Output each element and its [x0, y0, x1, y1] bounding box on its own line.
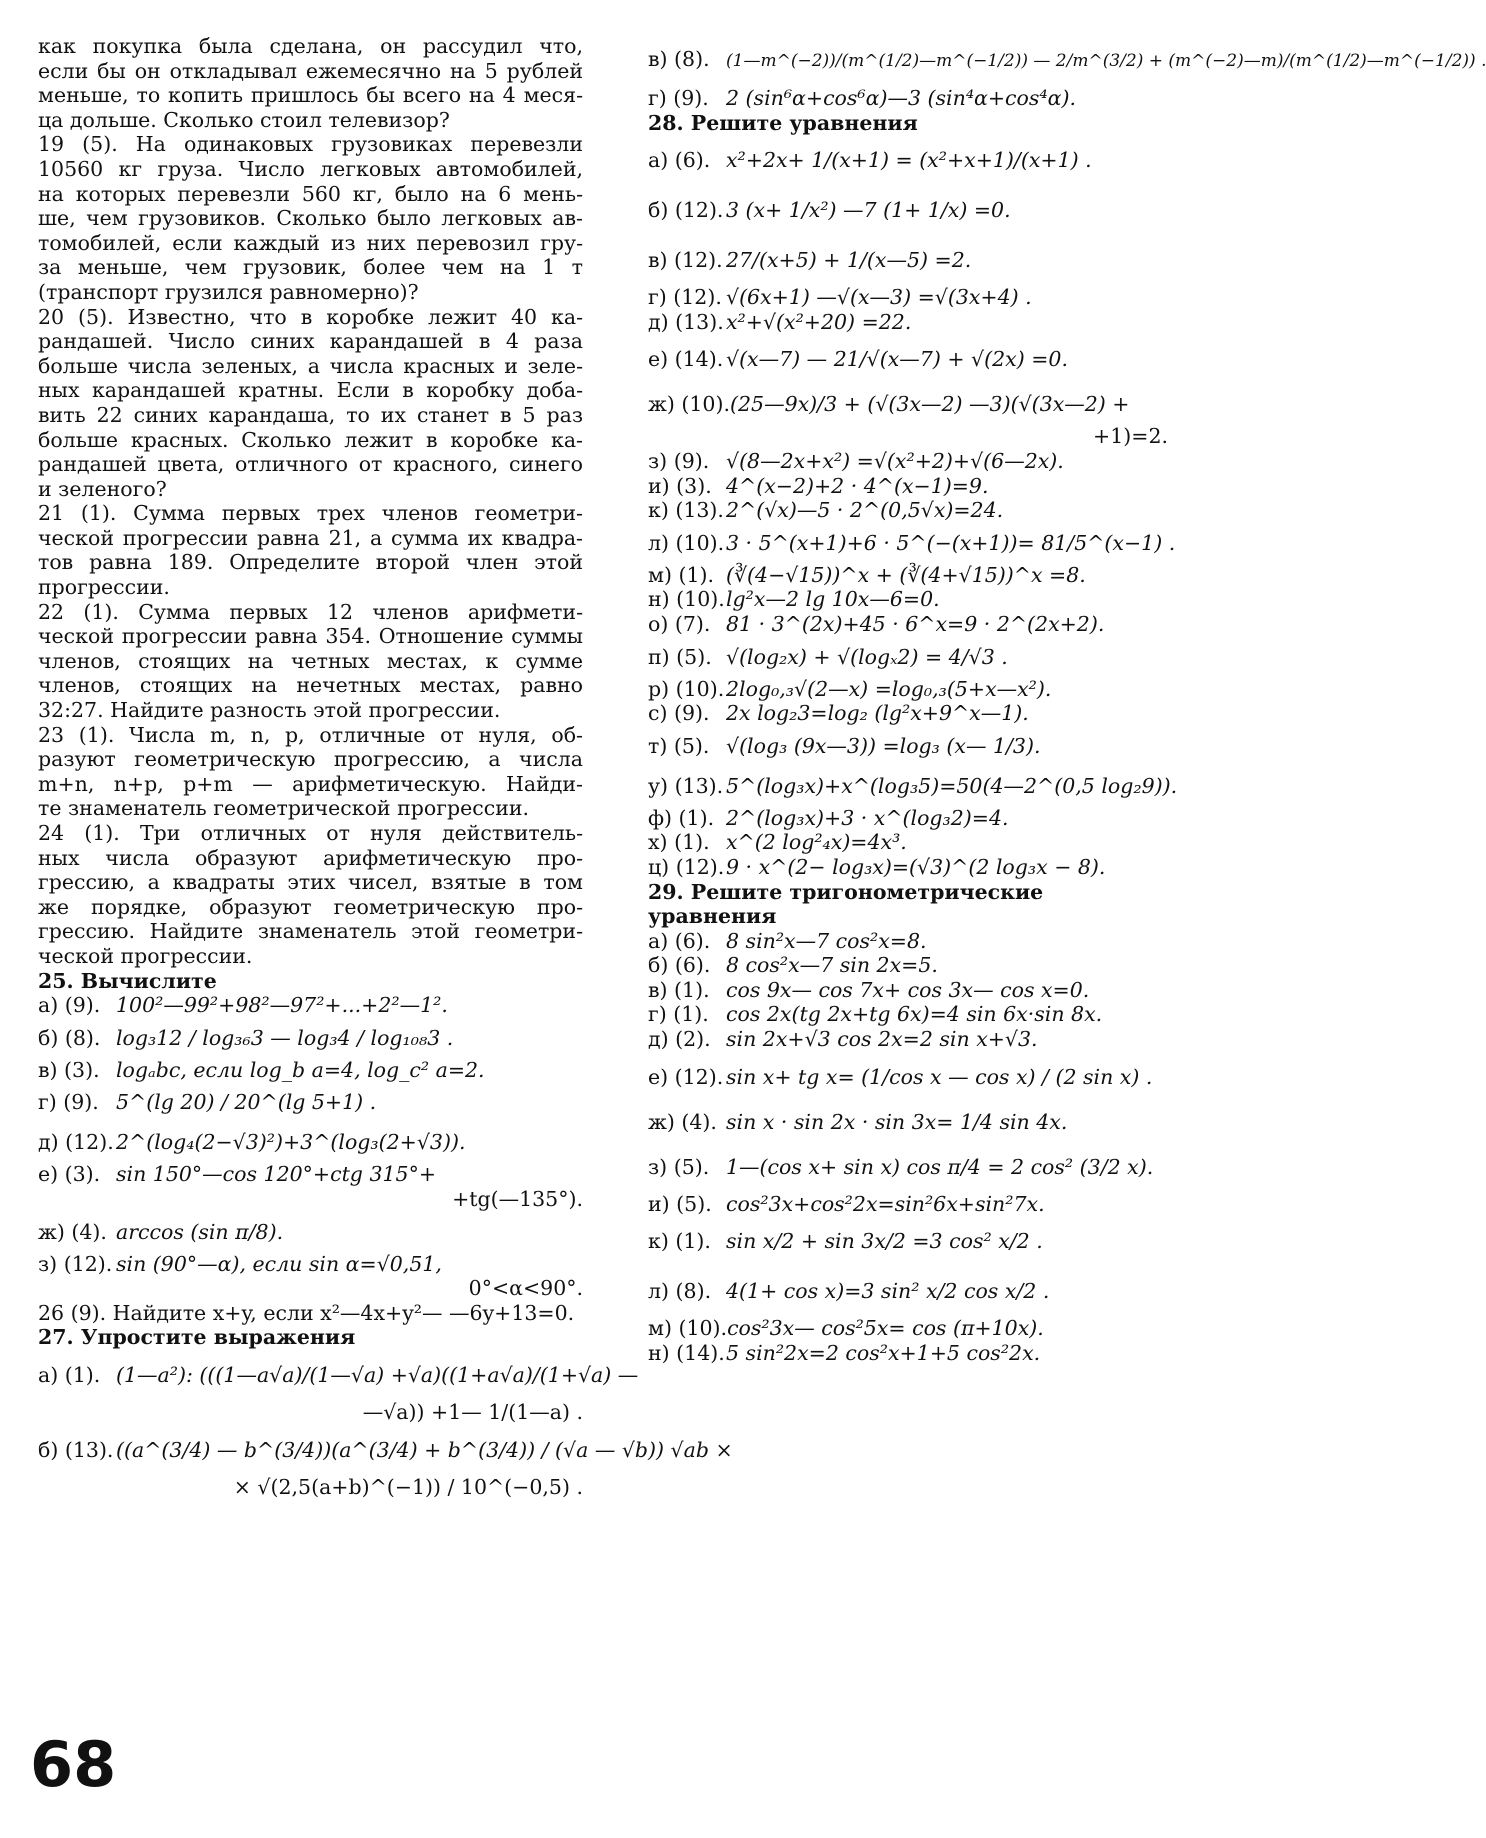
exercise-item	[648, 1102, 1168, 1142]
exercise-item	[648, 701, 1168, 726]
exercise-item	[648, 612, 1168, 637]
problem-19	[38, 132, 583, 304]
item-label: з) (12).	[38, 1251, 113, 1276]
item-label: в) (1).	[648, 977, 710, 1002]
item-expression: x²+√(x²+20) =22.	[726, 309, 912, 334]
item-expression: 2^(log₃x)+3 · x^(log₃2)=4.	[726, 805, 1009, 830]
exercise-item	[648, 235, 1168, 285]
item-label: б) (6).	[648, 953, 711, 978]
item-continuation: +1)=2.	[1093, 424, 1168, 449]
item-label: р) (10).	[648, 676, 725, 701]
item-expression: sin 2x+√3 cos 2x=2 sin x+√3.	[726, 1027, 1038, 1052]
item-label: д) (2).	[648, 1027, 711, 1052]
text-line: как покупка была сделана, он рассудил что,	[38, 34, 583, 58]
item-label: а) (6).	[648, 928, 711, 953]
text-line: томобилей, если каждый из них перевозил гру-	[38, 230, 583, 255]
text-line: вить 22 синих карандаша, то их станет в 5 раз	[38, 402, 583, 427]
item-label: т) (5).	[648, 733, 710, 758]
item-expression: 8 sin²x—7 cos²x=8.	[726, 928, 927, 953]
exercise-item	[38, 1082, 583, 1122]
exercise-item	[648, 384, 1168, 424]
item-expression: sin x+ tg x= (1/cos x — cos x) / (2 sin x) .	[726, 1064, 1153, 1089]
item-expression: cos²3x— cos²5x= cos (π+10x).	[727, 1316, 1044, 1341]
item-label: е) (14).	[648, 347, 724, 372]
item-expression: 9 · x^(2− log₃x)=(√3)^(2 log₃x − 8).	[726, 854, 1106, 879]
item-label: н) (14).	[648, 1340, 725, 1365]
exercise-item	[648, 1027, 1168, 1052]
text-line: m+n, n+p, p+m — арифметическую. Найди-	[38, 771, 583, 796]
item-label: г) (9).	[648, 86, 709, 110]
item-label: л) (8).	[648, 1279, 712, 1304]
text-line: членов, стоящих на нечетных местах, равно	[38, 673, 583, 698]
exercise-item	[648, 474, 1168, 499]
exercise-item	[648, 185, 1168, 235]
exercise-item	[38, 1350, 639, 1400]
exercise-item	[648, 637, 1168, 677]
exercise-item	[38, 993, 583, 1018]
text-line: ческой прогрессии равна 354. Отношение суммы	[38, 624, 583, 649]
item-label: а) (1).	[38, 1362, 101, 1387]
item-expression: 3 · 5^(x+1)+6 · 5^(−(x+1))= 81/5^(x−1) .	[726, 530, 1176, 555]
text-line: ше, чем грузовиков. Сколько было легковых ав-	[38, 206, 583, 231]
item-label: г) (9).	[38, 1090, 99, 1115]
text-line: 19 (5). На одинаковых грузовиках перевезли	[38, 132, 583, 157]
item-label: б) (12).	[648, 198, 724, 223]
item-label: с) (9).	[648, 701, 710, 726]
item-label: з) (5).	[648, 1154, 710, 1179]
item-expression: lg²x—2 lg 10x—6=0.	[726, 587, 940, 612]
text-line: 10560 кг груза. Число легковых автомобилей,	[38, 156, 583, 181]
text-line: (транспорт грузился равномерно)?	[38, 279, 419, 304]
item-label: з) (9).	[648, 448, 710, 473]
text-line: 23 (1). Числа m, n, p, отличные от нуля, об-	[38, 722, 583, 747]
exercise-item	[648, 135, 1168, 185]
item-label: п) (5).	[648, 644, 712, 669]
problem-21	[38, 501, 583, 599]
item-expression: 5^(log₃x)+x^(log₃5)=50(4—2^(0,5 log₂9)).	[726, 773, 1178, 798]
item-label: б) (13).	[38, 1437, 114, 1462]
problem-27-continued	[648, 34, 1486, 111]
text-line: за меньше, чем грузовик, более чем на 1 т	[38, 255, 583, 280]
text-line: ных числа образуют арифметическую про-	[38, 845, 583, 870]
item-expression: x²+2x+ 1/(x+1) = (x²+x+1)/(x+1) .	[726, 148, 1092, 173]
text-line: 21 (1). Сумма первых трех членов геометри-	[38, 501, 583, 526]
item-continuation: 0°<α<90°.	[468, 1276, 583, 1301]
text-line: разуют геометрическую прогрессию, а числа	[38, 747, 583, 772]
text-line: ца дольше. Сколько стоил телевизор?	[38, 107, 450, 132]
exercise-item	[38, 1212, 583, 1252]
item-continuation: —√a)) +1— 1/(1—a) .	[362, 1399, 583, 1424]
item-label: е) (12).	[648, 1064, 724, 1089]
exercise-item	[648, 334, 1168, 384]
problem-27-heading: 27. Упростите выражения	[38, 1325, 356, 1350]
item-expression: 3 (x+ 1/x²) —7 (1+ 1/x) =0.	[726, 198, 1011, 223]
item-label: ж) (4).	[38, 1219, 107, 1244]
problem-24	[38, 821, 583, 969]
exercise-item	[38, 1162, 583, 1187]
exercise-item	[648, 1192, 1168, 1217]
text-line: ческой прогрессии.	[38, 943, 253, 968]
item-label: д) (13).	[648, 309, 724, 334]
text-line: те знаменатель геометрической прогрессии.	[38, 796, 530, 821]
item-expression: 100²—99²+98²—97²+...+2²—1².	[116, 993, 448, 1018]
item-label: м) (1).	[648, 562, 715, 587]
exercise-item	[648, 587, 1168, 612]
problem-25-heading: 25. Вычислите	[38, 968, 217, 993]
text-line: если бы он откладывал ежемесячно на 5 рублей	[38, 58, 583, 83]
text-line: членов, стоящих на четных местах, к сумме	[38, 648, 583, 673]
exercise-item	[648, 285, 1168, 310]
item-label: л) (10).	[648, 530, 725, 555]
exercise-item	[648, 806, 1168, 831]
exercise-item	[648, 34, 1486, 86]
item-expression: x^(2 log²₄x)=4x³.	[726, 830, 907, 855]
exercise-item	[648, 1002, 1168, 1027]
text-line: 24 (1). Три отличных от нуля действитель-	[38, 821, 583, 845]
item-label: и) (5).	[648, 1191, 712, 1216]
text-line: грессию. Найдите знаменатель этой геометри-	[38, 919, 583, 944]
item-label: в) (12).	[648, 248, 723, 273]
item-label: ф) (1).	[648, 805, 715, 830]
exercise-item	[648, 1142, 1168, 1192]
problem-20	[38, 305, 583, 502]
exercise-item	[648, 523, 1176, 563]
text-line: меньше, то копить пришлось бы всего на 4 меся-	[38, 83, 583, 108]
text-line: 22 (1). Сумма первых 12 членов арифмети-	[38, 599, 583, 624]
item-label: д) (12).	[38, 1130, 114, 1155]
item-label: м) (10).	[648, 1316, 728, 1341]
text-line: прогрессии.	[38, 575, 170, 600]
item-label: г) (1).	[648, 1002, 709, 1027]
item-expression: 81 · 3^(2x)+45 · 6^x=9 · 2^(2x+2).	[726, 611, 1105, 636]
item-expression: 2^(√x)—5 · 2^(0,5√x)=24.	[726, 498, 1004, 523]
problem-29-items	[648, 929, 1168, 1366]
exercise-item	[648, 498, 1168, 523]
exercise-item	[648, 953, 1168, 978]
item-label: е) (3).	[38, 1162, 101, 1187]
item-expression: 5^(lg 20) / 20^(lg 5+1) .	[116, 1090, 377, 1115]
item-expression: √(x—7) — 21/√(x—7) + √(2x) =0.	[726, 347, 1068, 372]
item-label: в) (8).	[648, 47, 710, 71]
item-continuation: +tg(—135°).	[452, 1186, 583, 1211]
item-label: н) (10).	[648, 587, 725, 612]
text-line: на которых перевезли 560 кг, было на 6 мень-	[38, 181, 583, 206]
text-line: 32:27. Найдите разность этой прогрессии.	[38, 698, 501, 723]
exercise-item	[38, 1425, 733, 1475]
item-expression: sin x/2 + sin 3x/2 =3 cos² x/2 .	[726, 1229, 1043, 1254]
problem-23	[38, 723, 583, 821]
text-line: тов равна 189. Определите второй член этой	[38, 550, 583, 575]
item-expression: 5 sin²2x=2 cos²x+1+5 cos²2x.	[726, 1340, 1041, 1365]
problem-28-items	[648, 135, 1178, 879]
exercise-item	[648, 563, 1168, 588]
item-expression: 4^(x−2)+2 · 4^(x−1)=9.	[726, 473, 989, 498]
item-label: б) (8).	[38, 1025, 101, 1050]
text-line: ческой прогрессии равна 21, а сумма их квадра-	[38, 525, 583, 550]
item-expression: cos 2x(tg 2x+tg 6x)=4 sin 6x·sin 8x.	[726, 1002, 1103, 1027]
item-label: г) (12).	[648, 285, 722, 310]
item-label: к) (13).	[648, 498, 724, 523]
text-line: больше красных. Сколько лежит в коробке ка-	[38, 427, 583, 452]
exercise-item	[38, 1018, 583, 1058]
item-expression: √(8—2x+x²) =√(x²+2)+√(6—2x).	[726, 448, 1064, 473]
exercise-item	[648, 929, 1168, 954]
exercise-item	[38, 1122, 583, 1162]
item-expression: 27/(x+5) + 1/(x—5) =2.	[726, 248, 972, 273]
item-expression: 2 (sin⁶α+cos⁶α)—3 (sin⁴α+cos⁴α).	[726, 86, 1076, 110]
exercise-item	[648, 855, 1168, 880]
item-expression: 2log₀,₃√(2—x) =log₀,₃(5+x—x²).	[726, 676, 1052, 701]
item-label: ц) (12).	[648, 854, 725, 879]
text-line: рандашей. Число синих карандашей в 4 раза	[38, 329, 583, 354]
exercise-item	[648, 726, 1168, 766]
exercise-item	[38, 1252, 583, 1277]
item-label: к) (1).	[648, 1229, 711, 1254]
item-label: у) (13).	[648, 773, 724, 798]
problem-26: 26 (9). Найдите x+y, если x²—4x+y²— —6y+13=0.	[38, 1300, 575, 1325]
item-expression: cos²3x+cos²2x=sin²6x+sin²7x.	[726, 1191, 1045, 1216]
problem-28-heading: 28. Решите уравнения	[648, 110, 918, 135]
item-label: а) (9).	[38, 993, 101, 1018]
item-expression: √(log₂x) + √(logₓ2) = 4/√3 .	[726, 644, 1008, 669]
text-line: ных карандашей кратны. Если в коробку доба-	[38, 378, 583, 403]
item-label: и) (3).	[648, 473, 712, 498]
right-column	[648, 34, 1486, 1365]
exercise-item	[648, 310, 1168, 335]
exercise-item	[38, 1058, 583, 1083]
item-expression: log₃12 / log₃₆3 — log₃4 / log₁₀₈3 .	[116, 1025, 454, 1050]
item-expression: 8 cos²x—7 sin 2x=5.	[726, 953, 938, 978]
text-line: грессию, а квадраты этих чисел, взятые в том	[38, 870, 583, 895]
item-expression: (∛(4−√15))^x + (∛(4+√15))^x =8.	[726, 562, 1086, 587]
text-line: больше числа зеленых, а числа красных и зеле-	[38, 353, 583, 378]
exercise-item	[648, 677, 1168, 702]
item-expression: sin (90°—α), если sin α=√0,51,	[116, 1251, 442, 1276]
item-expression: 1—(cos x+ sin x) cos π/4 = 2 cos² (3/2 x).	[726, 1154, 1154, 1179]
item-label: х) (1).	[648, 830, 710, 855]
item-label: ж) (4).	[648, 1109, 717, 1134]
item-expression: sin 150°—cos 120°+ctg 315°+	[116, 1162, 437, 1187]
paragraph-tv-problem	[38, 34, 583, 132]
exercise-item	[648, 830, 1168, 855]
exercise-item	[648, 1341, 1168, 1366]
item-label: в) (3).	[38, 1057, 100, 1082]
text-line: 20 (5). Известно, что в коробке лежит 40 ка-	[38, 304, 583, 329]
exercise-item	[648, 978, 1168, 1003]
exercise-item	[648, 1216, 1168, 1266]
exercise-item	[648, 1266, 1168, 1316]
text-line: и зеленого?	[38, 476, 167, 501]
page-number: 68	[30, 1728, 117, 1801]
item-expression: ((a^(3/4) — b^(3/4))(a^(3/4) + b^(3/4)) / (√a — √b)) √ab ×	[116, 1437, 733, 1462]
exercise-item	[648, 766, 1178, 806]
exercise-item	[648, 1316, 1168, 1341]
item-expression: 2x log₂3=log₂ (lg²x+9^x—1).	[726, 701, 1029, 726]
item-expression: cos 9x— cos 7x+ cos 3x— cos x=0.	[726, 977, 1090, 1002]
item-expression: (25—9x)/3 + (√(3x—2) —3)(√(3x—2) +	[729, 392, 1130, 417]
exercise-item	[648, 1052, 1168, 1102]
item-expression: (1—m^(−2))/(m^(1/2)—m^(−1/2)) — 2/m^(3/2) + (m^(−2)—m)/(m^(1/2)—m^(−1/2)) .	[726, 51, 1486, 71]
item-expression: √(log₃ (9x—3)) =log₃ (x— 1/3).	[726, 733, 1041, 758]
exercise-item	[648, 449, 1168, 474]
item-expression: √(6x+1) —√(x—3) =√(3x+4) .	[726, 285, 1032, 310]
item-expression: sin x · sin 2x · sin 3x= 1/4 sin 4x.	[726, 1109, 1068, 1134]
problem-25-items	[38, 993, 583, 1301]
item-expression: logₐbc, если log_b a=4, log_c² a=2.	[116, 1057, 485, 1082]
problem-29-heading: 29. Решите тригонометрические уравнения	[648, 879, 1044, 929]
item-expression: 2^(log₄(2−√3)²)+3^(log₃(2+√3)).	[116, 1130, 466, 1155]
text-line: же порядке, образуют геометрическую про-	[38, 894, 583, 919]
item-expression: 4(1+ cos x)=3 sin² x/2 cos x/2 .	[726, 1279, 1050, 1304]
text-line: рандашей цвета, отличного от красного, синего	[38, 452, 583, 477]
item-continuation: × √(2,5(a+b)^(−1)) / 10^(−0,5) .	[233, 1474, 583, 1499]
item-expression: (1—a²): (((1—a√a)/(1—√a) +√a)((1+a√a)/(1+√a) —	[116, 1362, 639, 1387]
item-expression: arccos (sin π/8).	[116, 1219, 284, 1244]
item-label: ж) (10).	[648, 392, 730, 417]
problem-22	[38, 600, 583, 723]
exercise-item	[648, 86, 1168, 111]
item-label: о) (7).	[648, 611, 711, 636]
item-label: а) (6).	[648, 148, 711, 173]
